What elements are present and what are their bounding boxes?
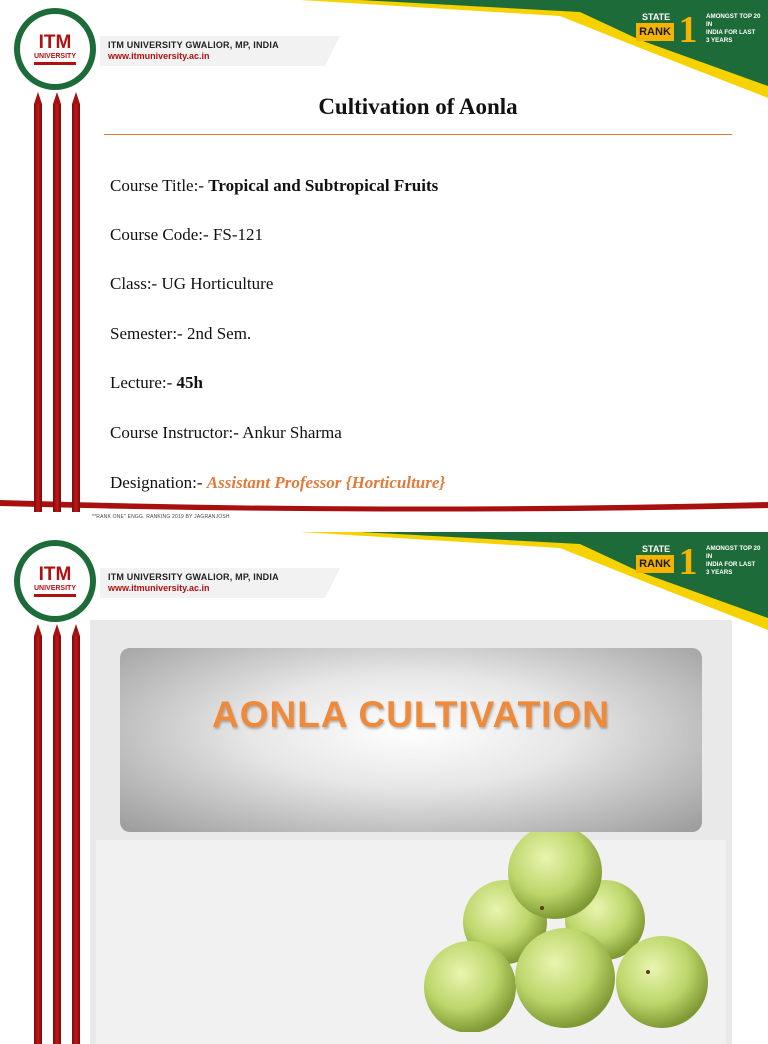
title-banner — [120, 648, 702, 832]
aonla-fruits-icon — [410, 832, 730, 1032]
lecture-value: 45h — [176, 373, 204, 392]
rank-label: RANK — [636, 23, 674, 41]
designation-label: Designation:- — [110, 473, 203, 492]
lecture-line — [110, 373, 203, 393]
rank-note-line-3: 3 YEARS — [706, 37, 733, 44]
logo-subtext: UNIVERSITY — [33, 53, 77, 60]
rank-number: 1 — [678, 541, 698, 580]
title-divider — [104, 134, 732, 135]
course-title-value: Tropical and Subtropical Fruits — [208, 176, 439, 195]
ranking-footnote: **RANK ONE" ENGG. RANKING 2019 BY JAGRANJOSH — [92, 514, 230, 520]
rank-state-label: STATE — [642, 12, 671, 22]
course-title-label: Course Title:- — [110, 176, 204, 195]
university-website[interactable]: www.itmuniversity.ac.in — [108, 583, 210, 593]
lecture-label: Lecture:- — [110, 373, 173, 392]
rank-note — [706, 13, 768, 45]
slide-2 — [0, 532, 768, 1044]
university-website[interactable]: www.itmuniversity.ac.in — [108, 51, 210, 61]
course-title-line — [110, 176, 438, 196]
rank-note-line-2: INDIA FOR LAST — [706, 561, 756, 568]
logo-text: ITM — [38, 564, 72, 585]
class-line: Class:- UG Horticulture — [110, 274, 274, 293]
slide-1 — [0, 0, 768, 512]
designation-line — [110, 473, 445, 493]
designation-value: Assistant Professor {Horticulture} — [206, 473, 446, 492]
rank-note-line-1: AMONGST TOP 20 IN — [706, 13, 761, 28]
rank-note — [706, 545, 768, 577]
rank-note-line-3: 3 YEARS — [706, 569, 733, 576]
rank-note-line-1: AMONGST TOP 20 IN — [706, 545, 761, 560]
rank-number-one-icon — [672, 540, 704, 580]
banner-title: AONLA CULTIVATION — [212, 694, 610, 735]
slide-title: Cultivation of Aonla — [318, 94, 518, 119]
rank-note-line-2: INDIA FOR LAST — [706, 29, 756, 36]
instructor-line: Course Instructor:- Ankur Sharma — [110, 423, 342, 442]
university-name: ITM UNIVERSITY GWALIOR, MP, INDIA — [108, 40, 279, 50]
logo-subtext: UNIVERSITY — [33, 585, 77, 592]
rank-number-one-icon — [672, 8, 704, 48]
university-name: ITM UNIVERSITY GWALIOR, MP, INDIA — [108, 572, 279, 582]
semester-line: Semester:- 2nd Sem. — [110, 324, 252, 343]
course-code-line: Course Code:- FS-121 — [110, 225, 263, 244]
rank-state-label: STATE — [642, 544, 671, 554]
rank-number: 1 — [678, 9, 698, 48]
logo-text: ITM — [38, 32, 72, 53]
rank-label: RANK — [636, 555, 674, 573]
